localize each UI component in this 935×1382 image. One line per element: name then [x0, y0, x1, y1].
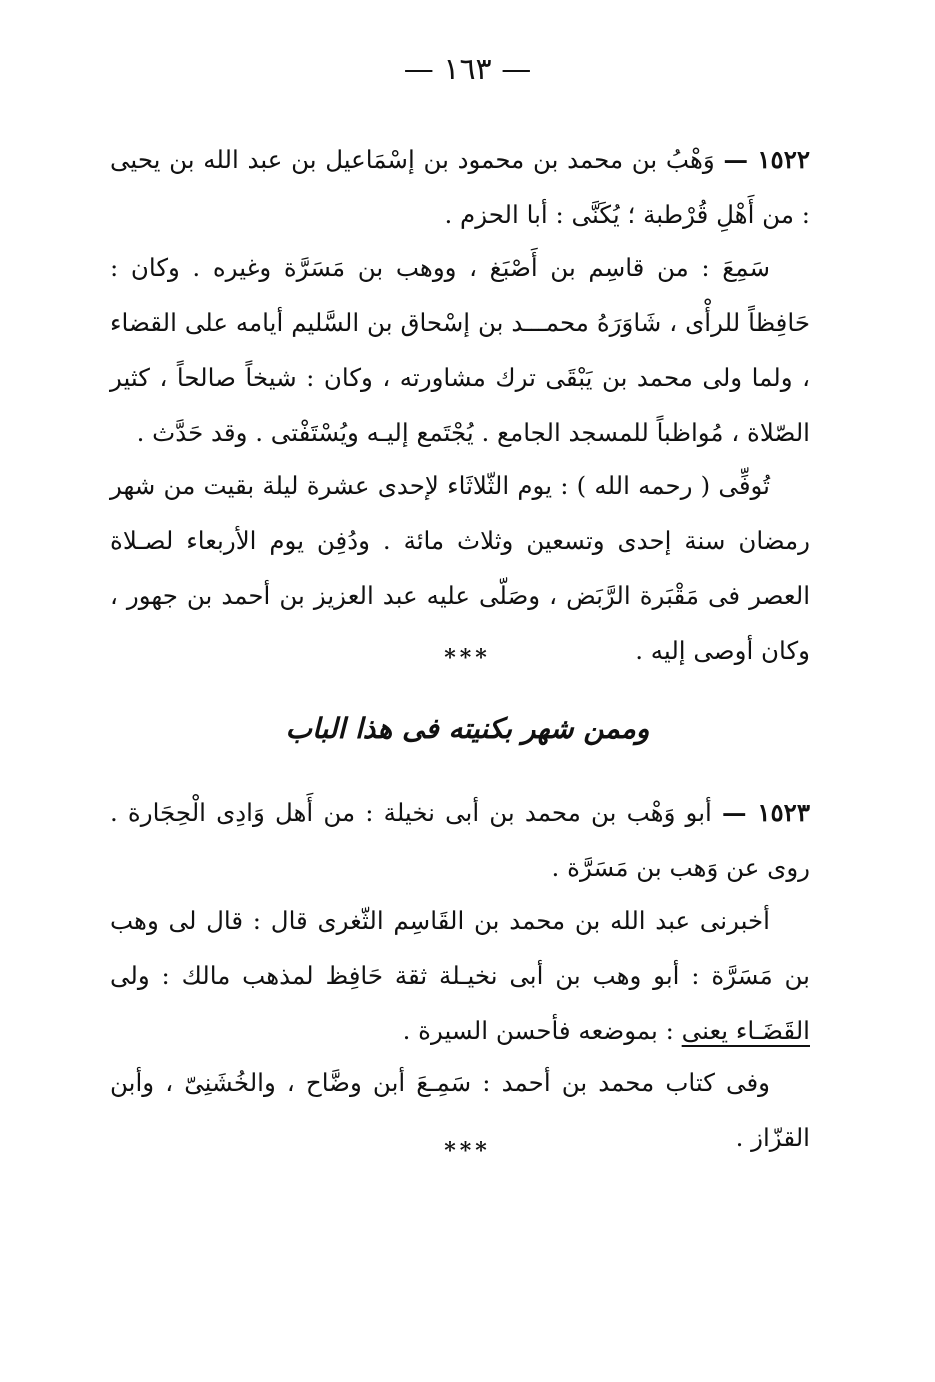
entry-1522-title: وَهْبُ بن محمد بن محمود بن إسْمَاعيل بن عبد الله بن يحيى : من أَهْلِ قُرْطبة ؛ يُكَنَّى : أبا الحزم . — [110, 145, 810, 229]
entry-1523-number: ١٥٢٣ — — [721, 798, 810, 827]
entry-1522-number: ١٥٢٢ — — [723, 145, 811, 174]
entry-1522 — [110, 132, 810, 242]
entry-1523-paragraph-1 — [110, 893, 810, 1058]
entry-1523-underlined-phrase: القَضَـاء يعنى — [681, 1016, 810, 1045]
entry-1523-report-end: : بموضعه فأحسن السيرة . — [402, 1016, 682, 1045]
section-heading: وممن شهر بكنيته فى هذا الباب — [285, 712, 650, 745]
entry-1522-header — [110, 132, 810, 242]
entry-1523-report-start: أخبرنى عبد الله بن محمد بن القَاسِم الثّغرى قال : قال لى وهب بن مَسَرَّة : أبو وهب بن أبى نخيـلة ثقة حَافِظ لمذهب مالك : ولى — [110, 906, 810, 990]
entry-1522-paragraph-1 — [110, 240, 810, 460]
entry-1523 — [110, 785, 810, 895]
entry-1522-death-notice: تُوفِّى ( رحمه الله ) : يوم الثّلاثَاء لإحدى عشرة ليلة بقيت من شهر رمضان سنة إحدى وتسعين وثلاث مائة . ودُفِن يوم الأربعاء لصـلاة العصر فى مَقْبَرة الرَّبَض ، وصَلّى عليه عبد العزيز بن أحمد بن جهور ، وكان أوصى إليه . — [110, 471, 810, 665]
entry-1522-biography: سَمِعَ : من قاسِم بن أَصْبَغ ، ووهب بن مَسَرَّة وغيره . وكان : حَافِظاً للرأْى ، شَاوَرَهُ محمـــد بن إسْحاق بن السَّليم أيامه على القضاء ، ولما ولى محمد بن يَبْقَى ترك مشاورته ، وكان : شيخاً صالحاً ، كثير الصّلاة ، مُواظباً للمسجد الجامع . يُجْتَمع إليـه ويُسْتَفْتى . وقد حَدَّث . — [110, 253, 810, 447]
entry-1523-header — [110, 785, 810, 895]
entry-1523-title: أبو وَهْب بن محمد بن أبى نخيلة : من أَهل وَادِى الْحِجَارة . روى عن وَهب بن مَسَرَّة . — [110, 798, 810, 882]
entry-1523-report — [110, 893, 810, 1058]
end-separator: *** — [444, 1138, 491, 1164]
page-number: — ١٦٣ — — [403, 52, 532, 87]
section-separator: *** — [444, 645, 491, 671]
entry-1523-book-note: وفى كتاب محمد بن أحمد : سَمِـعَ أبن وضَّاح ، والخُشَنِىّ ، وأبن القزّاز . — [110, 1068, 810, 1152]
